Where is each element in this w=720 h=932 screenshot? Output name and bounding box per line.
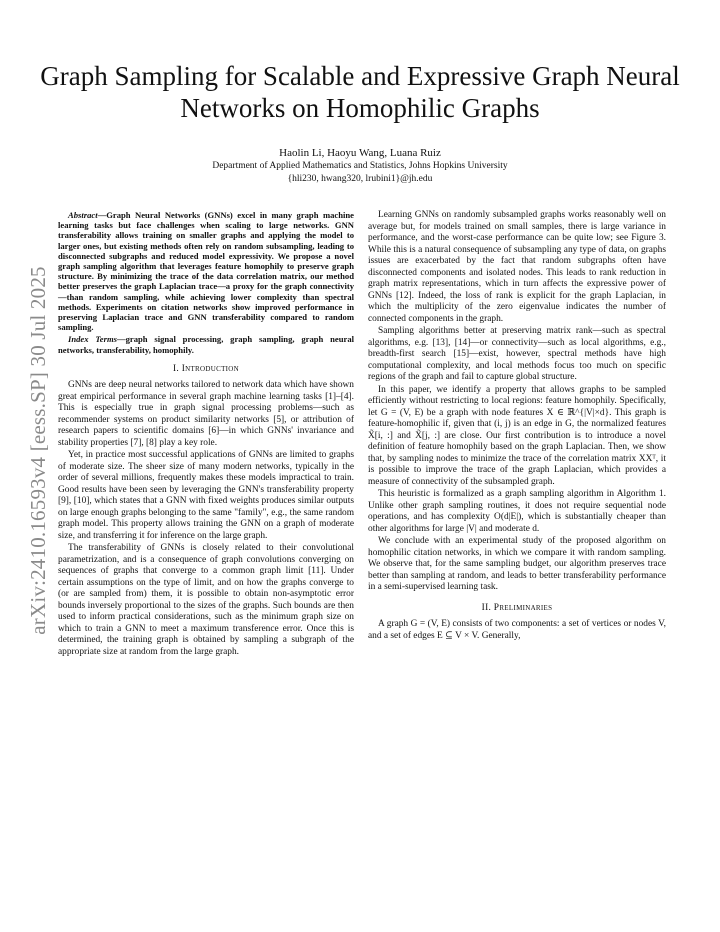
index-terms-text: —graph signal processing, graph sampling, graph neural networks, transferability, homophily. [58,334,354,355]
left-column [58,210,354,658]
abstract-text: —Graph Neural Networks (GNNs) excel in many graph machine learning tasks but face challenges when scaling to large networks. GNN transferability allows training on smaller graphs and applying the model to larger ones, but existing methods often rely on random subsampling, leading to disconnected subgraphs and reduced model expressivity. We propose a novel graph sampling algorithm that leverages feature homophily to preserve graph structure. By minimizing the trace of the data correlation matrix, our method better preserves the graph Laplacian trace—a proxy for the graph connectivity—than random sampling, while achieving lower complexity than spectral methods. Experiments on citation networks show improved performance in preserving Laplacian trace and GNN transferability compared to random sampling. [58,210,354,333]
paragraph: The transferability of GNNs is closely related to their convolutional parametrization, and is a consequence of graph convolutions converging on sequences of graphs that converge to a common graph limit [11]. Under certain assumptions on the type of limit, and on how the graphs converge to (or are sampled from) them, it is possible to obtain non-asymptotic error bounds inversely proportional to the sizes of the graphs. Such bounds are then used to inform practical considerations, such as the minimum graph size on which to train a GNN to meet a maximum transference error. Once this is determined, the training graph is obtained by sampling a subgraph of the appropriate size at random from the large graph. [58,543,354,657]
abstract-lead: Abstract [68,210,98,220]
paper-title: Graph Sampling for Scalable and Expressive Graph Neural Networks on Homophilic Graphs [40,61,680,123]
affiliation: Department of Applied Mathematics and Statistics, Johns Hopkins University [212,161,508,171]
section-heading-preliminaries: II. Preliminaries [481,602,553,613]
right-column [368,210,666,642]
section-heading-introduction: I. Introduction [173,363,239,374]
paragraph: Sampling algorithms better at preserving matrix rank—such as spectral algorithms, e.g. [13], [14]—or connectivity—such as local algorithms, e.g., breadth-first search [15]—exist, however, spectral methods have high computational complexity, and local methods focus too much on specific regions of the graph and fail to capture global structure. [368,326,666,382]
paragraph: In this paper, we identify a property that allows graphs to be sampled efficiently without restricting to local regions: feature homophily. Specifically, let G = (V, E) be a graph with node features X ∈ ℝ^{|V|×d}. This graph is feature-homophilic if, given that (i, j) is an edge in G, the normalized features X̃[i, :] and X̃[j, :] are close. Our first contribution is to introduce a novel definition of feature homophily based on the graph Laplacian. Then, we show that, by sampling nodes to minimize the trace of the correlation matrix XXᵀ, it is possible to improve the trace of the graph Laplacian, which provides a measure of connectivity of the subsampled graph. [368,384,666,487]
index-terms [58,334,354,354]
arxiv-id: arXiv:2410.16593v4 [eess.SP] 30 Jul 2025 [25,265,50,635]
email: {hli230, hwang320, lrubini1}@jh.edu [287,174,433,184]
paragraph: GNNs are deep neural networks tailored to network data which have shown great empirical performance in several graph machine learning tasks [1]–[4]. This is especially true in graph signal processing problems—such as recommender systems on product similarity networks [5], or attribution of research papers to scientific domains [6]—in which GNNs' invariance and stability properties [7], [8] play a key role. [58,380,354,448]
index-terms-lead: Index Terms [68,334,117,345]
abstract [58,210,354,332]
paragraph: A graph G = (V, E) consists of two components: a set of vertices or nodes V, and a set of edges E ⊆ V × V. Generally, [368,619,666,641]
paragraph: Yet, in practice most successful applications of GNNs are limited to graphs of moderate size. The sheer size of many modern networks, typically in the order of several millions, frequently makes these models impractical to train. Good results have been seen by leveraging the GNN's transferability property [9], [10], which states that a GNN with fixed weights produces similar outputs on large enough graphs belonging to the same "family", e.g., the same random graph model. This property allows training the GNN on a graph of moderate size, and transferring it for inference on the large graph. [58,450,354,541]
paragraph: This heuristic is formalized as a graph sampling algorithm in Algorithm 1. Unlike other graph sampling routines, it does not require sequential node operations, and has complexity O(d|E|), which is substantially cheaper than other algorithms for large |V| and moderate d. [368,489,666,534]
paragraph: We conclude with an experimental study of the proposed algorithm on homophilic citation networks, in which we compare it with random sampling. We observe that, for the same sampling budget, our algorithm preserves trace better than sampling at random, and leads to better transferability performance in a semi-supervised learning task. [368,536,666,592]
authors: Haolin Li, Haoyu Wang, Luana Ruiz [279,147,441,159]
paragraph: Learning GNNs on randomly subsampled graphs works reasonably well on average but, for models trained on small samples, there is large variance in performance, and the worst-case performance can be quite low; see Figure 3. While this is a natural consequence of subsampling any type of data, on graphs issues are exacerbated by the fact that random subgraphs often have disconnected components and isolated nodes. This leads to rank reduction in graph matrix representations, which in turn affects the expressive power of GNNs [12]. Indeed, the loss of rank is explicit for the graph Laplacian, in which the multiplicity of the zero eigenvalue indicates the number of connected components in the graph. [368,210,666,324]
